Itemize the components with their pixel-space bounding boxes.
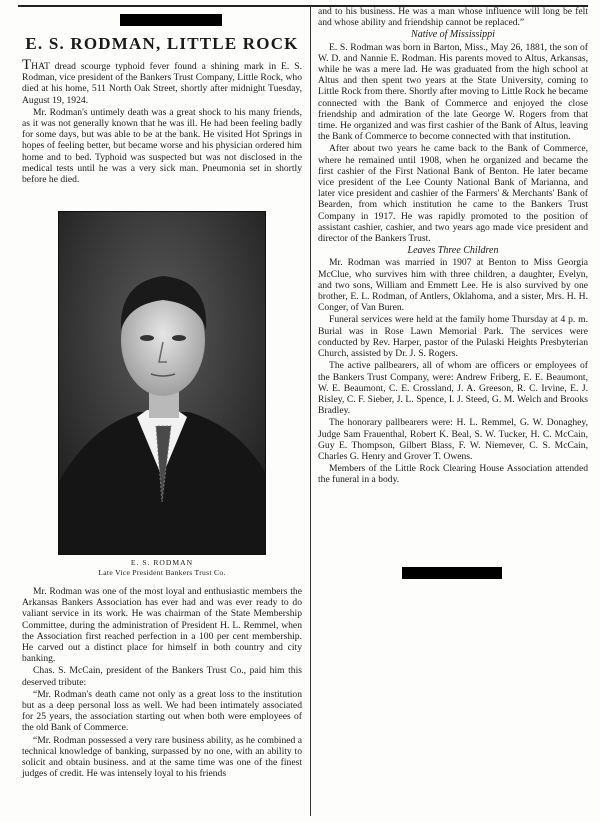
photo-caption (22, 558, 302, 578)
redaction-bar-top (120, 14, 222, 26)
left-paragraph-3: “Mr. Rodman's death came not only as a great loss to the institution but as a deep personal loss as well. We had been intimately associated for 25 years, the association starting out when both were employees of the old Bank of Commerce. (22, 688, 302, 734)
right-paragraph-7: Members of the Little Rock Clearing House Association attended the funeral in a body. (318, 463, 588, 486)
left-paragraph-2: Chas. S. McCain, president of the Bankers Trust Co., paid him this deserved tribute: (22, 665, 302, 688)
right-paragraph-0: and to his business. He was a man whose influence will long be felt and whose ability and friendship cannot be replaced.” (318, 6, 588, 29)
intro-paragraph-2: Mr. Rodman's untimely death was a great shock to his many friends, as it was not generally known that he was ill. He had been feeling badly for some days, but was able to be at the bank. He visited Hot Springs in hopes of feeling better, but became worse and his physician ordered him home and to bed. Typhoid was suspected but was not disclosed in the medical tests until he was a very sick man. Pneumonia set in shortly before he died. (22, 106, 302, 186)
drop-cap: T (22, 57, 32, 73)
right-paragraph-5: The active pallbearers, all of whom are officers or employees of the Bankers Trust Company, were: Andrew Friberg, E. E. Beaumont, W. E. Beaumont, C. E. Crossland, J. A. Greeson, R. C. Irvine, E. J. Risley, C. F. Sieber, J. L. Spence, I. J. Steed, G. M. Welch and Brooks Bradley. (318, 360, 588, 417)
intro-section (22, 57, 302, 186)
right-paragraph-4: Funeral services were held at the family home Thursday at 4 p. m. Burial was in Rose Lawn Memorial Park. The services were conducted by Rev. Harper, pastor of the Pulaski Heights Presbyterian Church, assisted by Dr. J. S. Rogers. (318, 314, 588, 360)
left-paragraph-4: “Mr. Rodman possessed a very rare business ability, as he combined a technical knowledge of banking, surpassed by no one, with an ability to solicit and obtain business. and at the same time was one of the finest judges of credit. He was intensely loyal to his friends (22, 734, 302, 780)
redaction-bar-bottom (402, 567, 502, 579)
left-paragraph-1: Mr. Rodman was one of the most loyal and enthusiastic members the Arkansas Bankers Association has ever had and was ever ready to do valiant service in its work. He was chairman of the State Membership Committee, during the administration of President H. L. Remmel, when the Association first reached perfection in a 100 per cent membership. He carved out a distinct place for himself in both country and city banking. (22, 586, 302, 665)
right-paragraph-2: After about two years he came back to the Bank of Commerce, where he remained until 1908, when he organized and became the first cashier of the First National Bank of Benton. He later became vice president of the Lee County National Bank of Marianna, and later vice president and cashier of the Farmers' & Merchants' Bank of Bearden, from which institution he came to the Bankers Trust Company in 1917. He was rapidly promoted to the position of assistant cashier, cashier, and two years ago made vice president and director of the Bankers Trust. (318, 143, 588, 245)
column-divider (310, 6, 311, 816)
right-paragraph-1: E. S. Rodman was born in Barton, Miss., May 26, 1881, the son of W. D. and Nannie E. Rodman. His parents moved to Altus, Arkansas, while he was a mere lad. He was graduated from the high school at Altus and then spent two years at the State University, coming to Little Rock from there. Shortly after moving to Little Rock he became connected with the Bank of Commerce and enjoyed the close friendship and admiration of the late George W. Rogers from that time. He organized and was first cashier of the Bank of Altus, leaving the Bank of Commerce to become connected with that institution. (318, 41, 588, 143)
portrait-photo (58, 211, 266, 555)
right-paragraph-3: Mr. Rodman was married in 1907 at Benton to Miss Georgia McClue, who survives him with three children, a daughter, Evelyn, and two sons, William and Emmett Lee. He is also survived by one brother, E. L. Rodman, of Antlers, Oklahoma, and a sister, Mrs. H. H. Conger, of Van Buren. (318, 257, 588, 314)
caption-title: Late Vice President Bankers Trust Co. (98, 568, 226, 577)
right-column (318, 6, 588, 487)
article-title: E. S. RODMAN, LITTLE ROCK (25, 34, 299, 53)
intro-paragraph-1: THAT dread scourge typhoid fever found a shining mark in E. S. Rodman, vice president of the Bankers Trust Company, Little Rock, who died at his home, 511 North Oak Street, shortly after midnight Tuesday, August 19, 1924. (22, 57, 302, 106)
caption-name: E. S. RODMAN (130, 558, 194, 567)
subheading-native: Native of Mississippi (411, 29, 495, 41)
left-bottom-section (22, 586, 302, 780)
portrait-illustration (59, 212, 265, 554)
subheading-children: Leaves Three Children (407, 245, 499, 257)
right-paragraph-6: The honorary pallbearers were: H. L. Remmel, G. W. Donaghey, Judge Sam Frauenthal, Robert K. Beal, S. W. Tucker, H. C. McCain, Guy E. Thompson, Gilbert Blass, F. W. Niemever, C. S. McCain, Charles G. Henry and Grover T. Owens. (318, 417, 588, 462)
